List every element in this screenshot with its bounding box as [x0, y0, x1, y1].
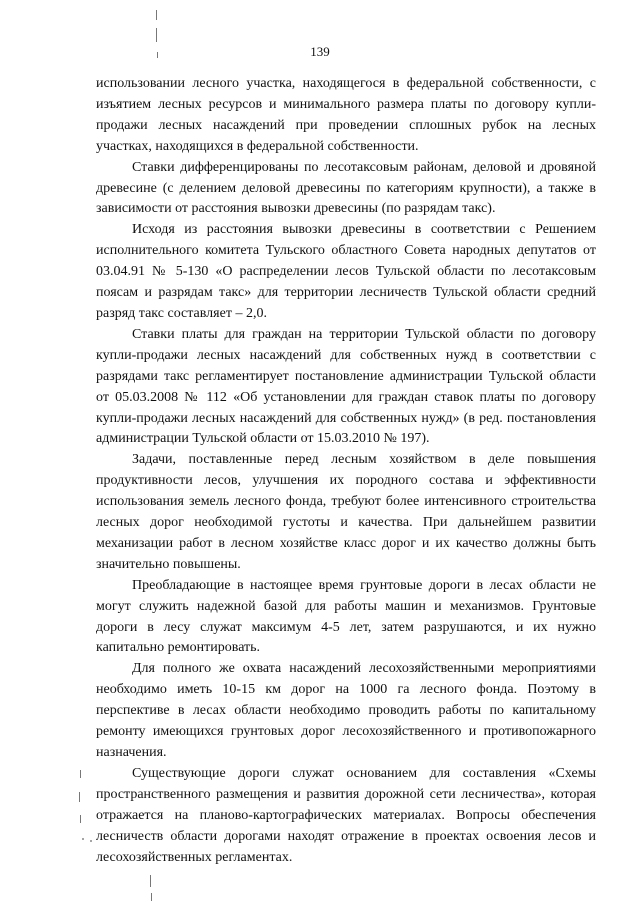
paragraph: Задачи, поставленные перед лесным хозяйством в деле повышения продуктивности лесов, улучшения их породного состава и эффективности использования земель лесного фонда, требуют более интенсивного строительства лесных дорог необходимой густоты и качества. При дальнейшем развитии механизации работ в лесном хозяйстве класс дорог и их качество должны быть значительно повышены.: [96, 452, 596, 572]
paragraph: Исходя из расстояния вывозки древесины в соответствии с Решением исполнительного комитета Тульского областного Совета народных депутатов от 03.04.91 № 5-130 «О распределении лесов Тульской области по лесотаксовым поясам и разрядам такс» для территории лесничеств Тульской области средний разряд такс составляет – 2,0.: [96, 222, 596, 321]
binding-mark: [79, 792, 80, 802]
paragraph: Существующие дороги служат основанием для составления «Схемы пространственного размещения и развития дорожной сети лесничества», которая отражается на планово-картографических материалах. Вопросы обеспечения лесничеств области дорогами находят отражение в проектах освоения лесов и лесохозяйственных регламентах.: [96, 765, 596, 865]
paragraph: Для полного же охвата насаждений лесохозяйственными мероприятиями необходимо иметь 10-15 км дорог на 1000 га лесного фонда. Поэтому в перспективе в лесах области необходимо проводить работы по капитальному ремонту имеющихся грунтовых дорог лесохозяйственного и противопожарного назначения.: [96, 661, 596, 760]
binding-mark: [156, 28, 157, 42]
binding-mark: [151, 893, 152, 901]
text-body: [96, 74, 596, 868]
binding-mark: [80, 770, 81, 778]
binding-mark: [156, 10, 157, 20]
scan-speck: [82, 838, 84, 840]
binding-mark: [80, 815, 81, 823]
binding-mark: [150, 875, 151, 887]
paragraph: Ставки платы для граждан на территории Тульской области по договору купли-продажи лесных насаждений для собственных нужд в соответствии с разрядами такс регламентирует постановление администрации Тульской области от 05.03.2008 № 112 «Об установлении для граждан ставок платы по договору купли-продажи лесных насаждений для собственных нужд» (в ред. постановления администрации Тульской области от 15.03.2010 № 197).: [96, 326, 596, 447]
paragraph: Ставки дифференцированы по лесотаксовым районам, деловой и дровяной древесине (с делением деловой древесины по категориям крупности), а также в зависимости от расстояния вывозки древесины (по разрядам такс).: [96, 159, 596, 217]
scan-speck: [90, 840, 92, 842]
page-number: 139: [310, 44, 330, 59]
paragraph: использовании лесного участка, находящегося в федеральной собственности, с изъятием лесных ресурсов и минимального размера платы по договору купли-продажи лесных насаждений при проведении сплошных рубок на лесных участках, находящихся в федеральной собственности.: [96, 76, 596, 154]
paragraph: Преобладающие в настоящее время грунтовые дороги в лесах области не могут служить надежной базой для работы машин и механизмов. Грунтовые дороги в лесу служат максимум 4-5 лет, затем разрушаются, и их нужно капитально ремонтировать.: [96, 577, 596, 656]
